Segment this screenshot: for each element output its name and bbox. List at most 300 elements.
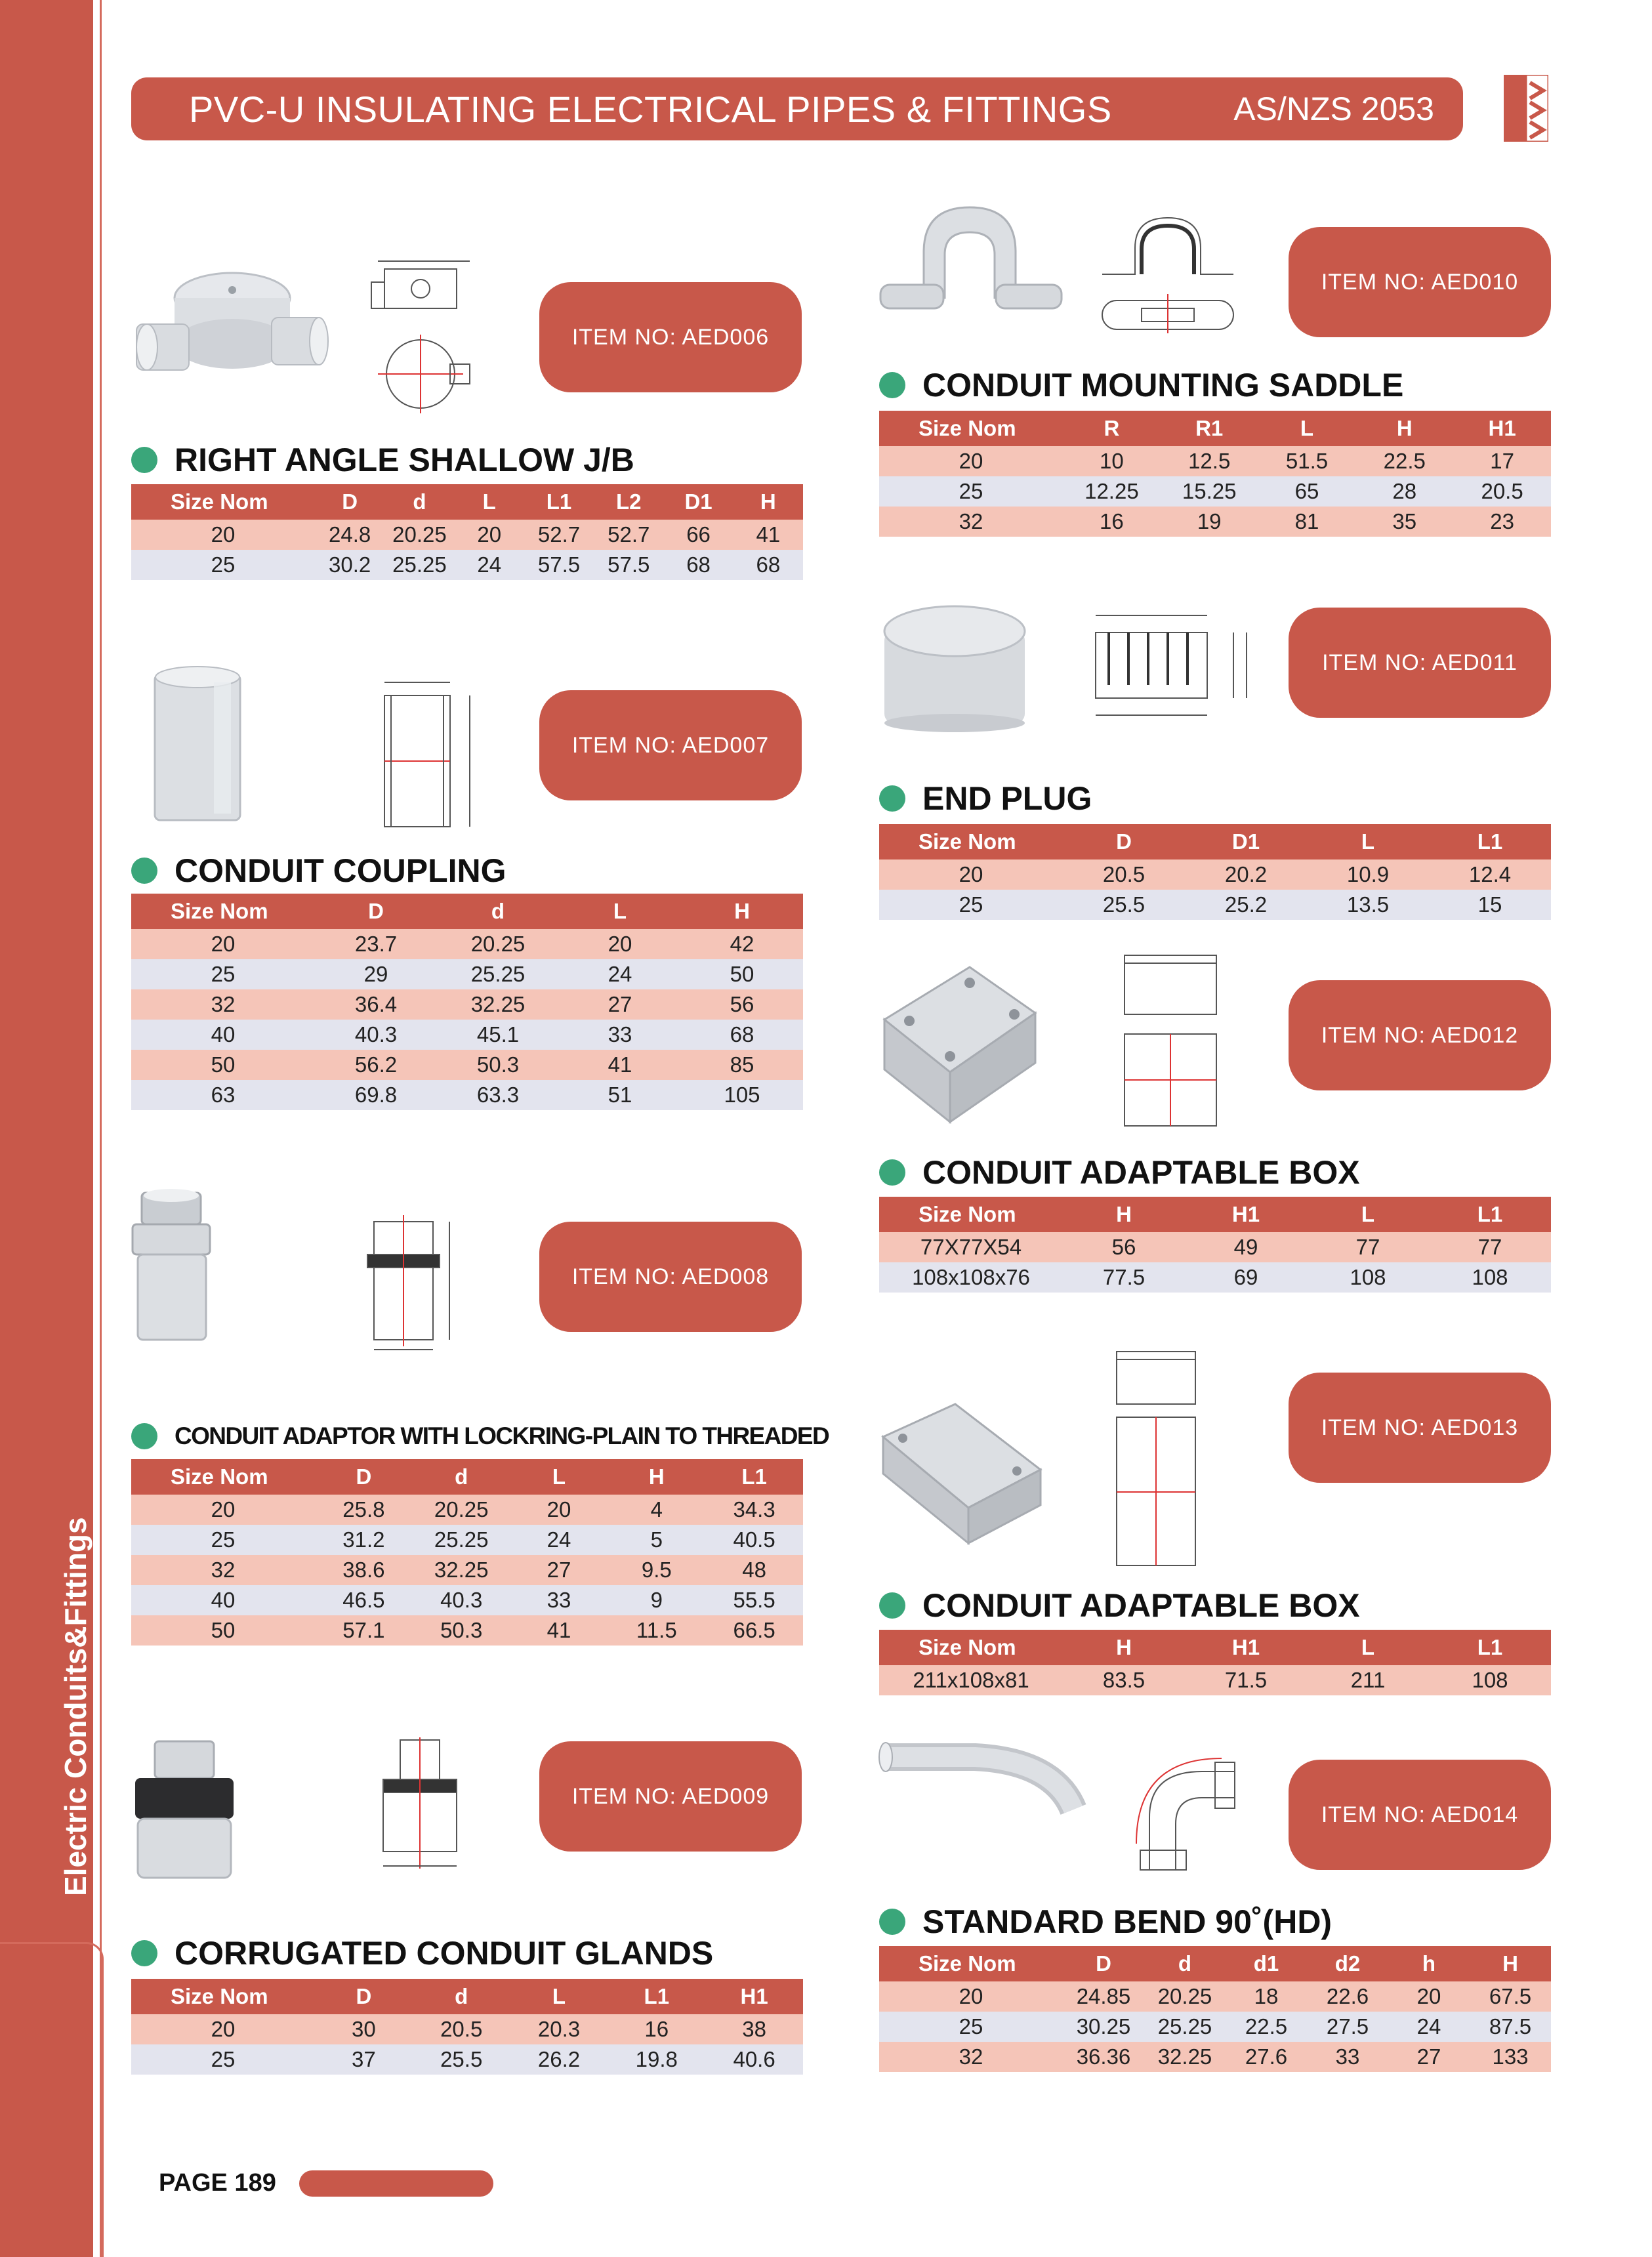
adaptable-box-photo — [878, 961, 1042, 1127]
table-cell: 41 — [510, 1615, 608, 1646]
table-cell: 69.8 — [315, 1080, 437, 1110]
table-cell: 108x108x76 — [879, 1262, 1063, 1293]
column-header: d — [437, 894, 559, 929]
column-header: L1 — [1429, 1630, 1551, 1665]
end-plug-photo — [879, 602, 1030, 734]
table-cell: 27.5 — [1307, 2012, 1388, 2042]
column-header: h — [1388, 1946, 1470, 1981]
table-cell: 15.25 — [1161, 476, 1258, 507]
junction-box-drawing — [365, 256, 483, 420]
table-cell: 20 — [131, 520, 315, 550]
table-cell: 56.2 — [315, 1050, 437, 1080]
table-cell: 28 — [1355, 476, 1453, 507]
column-header: D — [1063, 1946, 1144, 1981]
page-title: PVC-U INSULATING ELECTRICAL PIPES & FITTINGS — [189, 88, 1112, 130]
column-header: L1 — [1429, 1197, 1551, 1232]
table-cell: 108 — [1429, 1262, 1551, 1293]
standard-label: AS/NZS 2053 — [1233, 91, 1434, 127]
table-cell: 27 — [559, 989, 681, 1020]
table-cell: 12.5 — [1161, 446, 1258, 476]
table-cell: 57.1 — [315, 1615, 413, 1646]
table-cell: 20.25 — [1144, 1981, 1226, 2012]
table-cell: 25 — [131, 1525, 315, 1555]
product-heading-aed009 — [131, 1934, 713, 1972]
column-header: d — [413, 1979, 510, 2014]
column-header: Size Nom — [131, 1979, 315, 2014]
table-cell: 24 — [1388, 2012, 1470, 2042]
table-cell: 33 — [510, 1585, 608, 1615]
column-header: H — [733, 484, 803, 520]
column-header: D — [315, 1979, 413, 2014]
product-title-aed012: CONDUIT ADAPTABLE BOX — [922, 1154, 1360, 1191]
table-cell: 17 — [1453, 446, 1551, 476]
table-cell: 24 — [559, 959, 681, 989]
table-cell: 20 — [131, 2014, 315, 2044]
table-cell: 68 — [681, 1020, 803, 1050]
bullet-icon — [879, 372, 905, 398]
table-cell: 15 — [1429, 890, 1551, 920]
column-header: D — [1063, 824, 1185, 859]
product-title-aed007: CONDUIT COUPLING — [175, 852, 506, 889]
table-cell: 51 — [559, 1080, 681, 1110]
table-cell: 20 — [1388, 1981, 1470, 2012]
table-cell: 24 — [455, 550, 524, 580]
column-header: Size Nom — [879, 411, 1063, 446]
spec-table-aed012 — [879, 1197, 1551, 1293]
table-cell: 25 — [131, 959, 315, 989]
table-cell: 30.2 — [315, 550, 384, 580]
table-cell: 32.25 — [1144, 2042, 1226, 2072]
spec-table-aed009 — [131, 1979, 803, 2075]
table-row — [879, 1665, 1551, 1695]
product-title-aed009: CORRUGATED CONDUIT GLANDS — [175, 1935, 714, 1972]
table-cell: 10.9 — [1307, 859, 1429, 890]
table-row — [131, 2014, 803, 2044]
table-cell: 211 — [1307, 1665, 1429, 1695]
rectangular-box-drawing — [1110, 1348, 1208, 1571]
table-cell: 52.7 — [594, 520, 663, 550]
table-cell: 22.6 — [1307, 1981, 1388, 2012]
table-row — [879, 1262, 1551, 1293]
table-cell: 20 — [879, 1981, 1063, 2012]
side-corner-frame — [0, 1942, 104, 2257]
table-cell: 45.1 — [437, 1020, 559, 1050]
table-cell: 77 — [1307, 1232, 1429, 1262]
table-cell: 50.3 — [437, 1050, 559, 1080]
table-cell: 38.6 — [315, 1555, 413, 1585]
coupling-photo — [148, 663, 247, 832]
column-header: d2 — [1307, 1946, 1388, 1981]
item-no-aed011: ITEM NO: AED011 — [1289, 608, 1551, 718]
saddle-photo — [878, 199, 1068, 318]
table-cell: 10 — [1063, 446, 1161, 476]
table-row — [131, 1525, 803, 1555]
table-row — [879, 859, 1551, 890]
column-header: Size Nom — [131, 1459, 315, 1495]
table-cell: 41 — [559, 1050, 681, 1080]
product-title-aed006: RIGHT ANGLE SHALLOW J/B — [175, 442, 634, 478]
table-cell: 32 — [131, 989, 315, 1020]
table-row — [879, 890, 1551, 920]
table-row — [879, 2042, 1551, 2072]
column-header: d — [384, 484, 454, 520]
table-cell: 24 — [510, 1525, 608, 1555]
table-cell: 87.5 — [1470, 2012, 1551, 2042]
table-cell: 27.6 — [1226, 2042, 1307, 2072]
table-cell: 20 — [879, 446, 1063, 476]
table-cell: 25.5 — [413, 2044, 510, 2075]
product-heading-aed006 — [131, 441, 634, 479]
table-cell: 52.7 — [524, 520, 594, 550]
item-no-aed008: ITEM NO: AED008 — [539, 1222, 802, 1332]
table-cell: 22.5 — [1226, 2012, 1307, 2042]
table-header-row — [131, 1459, 803, 1495]
table-row — [131, 1615, 803, 1646]
table-cell: 30 — [315, 2014, 413, 2044]
table-cell: 40.3 — [413, 1585, 510, 1615]
table-cell: 40 — [131, 1020, 315, 1050]
column-header: L — [1307, 1197, 1429, 1232]
gland-drawing — [354, 1737, 485, 1875]
table-cell: 25.2 — [1185, 890, 1307, 920]
table-cell: 25 — [131, 2044, 315, 2075]
table-cell: 20.2 — [1185, 859, 1307, 890]
table-cell: 12.25 — [1063, 476, 1161, 507]
table-cell: 81 — [1258, 507, 1356, 537]
table-row — [879, 1232, 1551, 1262]
adaptor-drawing — [354, 1215, 485, 1353]
table-cell: 27 — [1388, 2042, 1470, 2072]
item-no-aed007: ITEM NO: AED007 — [539, 690, 802, 800]
table-cell: 35 — [1355, 507, 1453, 537]
column-header: H — [1063, 1197, 1185, 1232]
table-cell: 49 — [1185, 1232, 1307, 1262]
gland-photo — [129, 1737, 240, 1882]
column-header: L1 — [1429, 824, 1551, 859]
spec-table-aed013 — [879, 1630, 1551, 1695]
table-cell: 19.8 — [608, 2044, 705, 2075]
table-cell: 65 — [1258, 476, 1356, 507]
product-heading-aed008 — [131, 1422, 829, 1450]
end-plug-drawing — [1083, 606, 1253, 724]
table-cell: 63.3 — [437, 1080, 559, 1110]
column-header: L — [1307, 1630, 1429, 1665]
table-row — [879, 2012, 1551, 2042]
table-cell: 69 — [1185, 1262, 1307, 1293]
table-cell: 57.5 — [524, 550, 594, 580]
table-header-row — [131, 1979, 803, 2014]
table-cell: 83.5 — [1063, 1665, 1185, 1695]
certified-product-icon — [1504, 75, 1548, 142]
table-cell: 50 — [681, 959, 803, 989]
table-cell: 46.5 — [315, 1585, 413, 1615]
column-header: H — [1355, 411, 1453, 446]
column-header: L1 — [524, 484, 594, 520]
item-no-aed013: ITEM NO: AED013 — [1289, 1373, 1551, 1483]
table-cell: 108 — [1429, 1665, 1551, 1695]
table-cell: 20 — [131, 929, 315, 959]
table-cell: 32 — [131, 1555, 315, 1585]
product-title-aed008: CONDUIT ADAPTOR WITH LOCKRING-PLAIN TO THREADED — [175, 1422, 829, 1449]
table-cell: 50 — [131, 1050, 315, 1080]
table-cell: 20.25 — [413, 1495, 510, 1525]
table-cell: 71.5 — [1185, 1665, 1307, 1695]
table-cell: 36.36 — [1063, 2042, 1144, 2072]
column-header: Size Nom — [131, 484, 315, 520]
column-header: L — [510, 1459, 608, 1495]
table-cell: 77 — [1429, 1232, 1551, 1262]
table-header-row — [879, 1946, 1551, 1981]
table-cell: 33 — [559, 1020, 681, 1050]
table-cell: 108 — [1307, 1262, 1429, 1293]
table-cell: 42 — [681, 929, 803, 959]
table-row — [131, 520, 803, 550]
side-label-text: Electric Conduits&Fittings — [58, 1517, 93, 1896]
table-row — [131, 1585, 803, 1615]
column-header: D — [315, 1459, 413, 1495]
column-header: d1 — [1226, 1946, 1307, 1981]
table-header-row — [879, 1197, 1551, 1232]
bullet-icon — [879, 1592, 905, 1619]
table-cell: 51.5 — [1258, 446, 1356, 476]
column-header: L2 — [594, 484, 663, 520]
column-header: D — [315, 894, 437, 929]
table-cell: 25 — [879, 476, 1063, 507]
product-title-aed010: CONDUIT MOUNTING SADDLE — [922, 367, 1404, 404]
table-cell: 4 — [608, 1495, 705, 1525]
table-cell: 26.2 — [510, 2044, 608, 2075]
table-cell: 50 — [131, 1615, 315, 1646]
table-row — [879, 1981, 1551, 2012]
column-header: H1 — [1185, 1630, 1307, 1665]
table-cell: 68 — [733, 550, 803, 580]
bend-photo — [877, 1737, 1086, 1829]
table-cell: 67.5 — [1470, 1981, 1551, 2012]
column-header: L — [455, 484, 524, 520]
table-cell: 22.5 — [1355, 446, 1453, 476]
column-header: Size Nom — [879, 1630, 1063, 1665]
table-header-row — [879, 1630, 1551, 1665]
item-no-aed009: ITEM NO: AED009 — [539, 1741, 802, 1852]
table-cell: 20.5 — [1453, 476, 1551, 507]
table-cell: 32 — [879, 2042, 1063, 2072]
table-cell: 41 — [733, 520, 803, 550]
column-header: L1 — [705, 1459, 803, 1495]
table-row — [131, 1555, 803, 1585]
table-cell: 30.25 — [1063, 2012, 1144, 2042]
table-header-row — [131, 894, 803, 929]
table-cell: 20 — [131, 1495, 315, 1525]
table-cell: 77.5 — [1063, 1262, 1185, 1293]
junction-box-photo — [134, 252, 331, 383]
bullet-icon — [131, 447, 157, 473]
table-cell: 20 — [879, 859, 1063, 890]
table-cell: 12.4 — [1429, 859, 1551, 890]
table-cell: 40 — [131, 1585, 315, 1615]
coupling-drawing — [365, 669, 483, 833]
table-cell: 57.5 — [594, 550, 663, 580]
table-header-row — [879, 411, 1551, 446]
table-cell: 63 — [131, 1080, 315, 1110]
column-header: L1 — [608, 1979, 705, 2014]
table-cell: 68 — [663, 550, 733, 580]
product-title-aed014: STANDARD BEND 90˚(HD) — [922, 1903, 1332, 1940]
table-cell: 29 — [315, 959, 437, 989]
spec-table-aed010 — [879, 411, 1551, 537]
table-row — [131, 550, 803, 580]
table-cell: 37 — [315, 2044, 413, 2075]
product-heading-aed011 — [879, 779, 1092, 818]
table-header-row — [879, 824, 1551, 859]
table-header-row — [131, 484, 803, 520]
table-cell: 20.3 — [510, 2014, 608, 2044]
table-cell: 9 — [608, 1585, 705, 1615]
page-number: PAGE 189 — [159, 2169, 276, 2197]
column-header: d — [1144, 1946, 1226, 1981]
table-cell: 32.25 — [437, 989, 559, 1020]
table-cell: 20 — [510, 1495, 608, 1525]
column-header: R — [1063, 411, 1161, 446]
product-title-aed013: CONDUIT ADAPTABLE BOX — [922, 1587, 1360, 1624]
item-no-aed014: ITEM NO: AED014 — [1289, 1760, 1551, 1870]
table-cell: 31.2 — [315, 1525, 413, 1555]
table-row — [879, 476, 1551, 507]
table-cell: 50.3 — [413, 1615, 510, 1646]
column-header: H — [1063, 1630, 1185, 1665]
item-no-aed012: ITEM NO: AED012 — [1289, 980, 1551, 1090]
table-cell: 20.5 — [1063, 859, 1185, 890]
table-cell: 56 — [681, 989, 803, 1020]
bullet-icon — [879, 785, 905, 812]
spec-table-aed008 — [131, 1459, 803, 1646]
table-cell: 25.8 — [315, 1495, 413, 1525]
table-cell: 211x108x81 — [879, 1665, 1063, 1695]
table-cell: 27 — [510, 1555, 608, 1585]
table-row — [131, 929, 803, 959]
product-heading-aed013 — [879, 1586, 1360, 1625]
spec-table-aed006 — [131, 484, 803, 580]
bullet-icon — [131, 1940, 157, 1966]
page-decoration-bar — [299, 2170, 493, 2197]
table-cell: 38 — [705, 2014, 803, 2044]
column-header: Size Nom — [879, 1197, 1063, 1232]
table-cell: 36.4 — [315, 989, 437, 1020]
adaptor-photo — [129, 1188, 214, 1345]
table-cell: 25 — [131, 550, 315, 580]
column-header: L — [559, 894, 681, 929]
bend-drawing — [1123, 1745, 1241, 1876]
column-header: H — [1470, 1946, 1551, 1981]
table-cell: 25 — [879, 2012, 1063, 2042]
item-no-aed010: ITEM NO: AED010 — [1289, 227, 1551, 337]
table-cell: 20.5 — [413, 2014, 510, 2044]
table-cell: 133 — [1470, 2042, 1551, 2072]
product-heading-aed014 — [879, 1903, 1332, 1941]
table-cell: 20.25 — [437, 929, 559, 959]
table-cell: 105 — [681, 1080, 803, 1110]
column-header: H1 — [1185, 1197, 1307, 1232]
table-cell: 20 — [559, 929, 681, 959]
table-row — [131, 1495, 803, 1525]
column-header: d — [413, 1459, 510, 1495]
table-cell: 16 — [608, 2014, 705, 2044]
column-header: H — [608, 1459, 705, 1495]
table-row — [131, 989, 803, 1020]
column-header: Size Nom — [879, 824, 1063, 859]
bullet-icon — [879, 1909, 905, 1935]
column-header: H1 — [1453, 411, 1551, 446]
column-header: H1 — [705, 1979, 803, 2014]
table-cell: 24.85 — [1063, 1981, 1144, 2012]
product-title-aed011: END PLUG — [922, 780, 1092, 817]
spec-table-aed007 — [131, 894, 803, 1110]
table-cell: 13.5 — [1307, 890, 1429, 920]
table-cell: 19 — [1161, 507, 1258, 537]
table-cell: 25.25 — [413, 1525, 510, 1555]
column-header: H — [681, 894, 803, 929]
table-row — [131, 959, 803, 989]
table-cell: 24.8 — [315, 520, 384, 550]
side-strip — [0, 0, 93, 2257]
bullet-icon — [131, 1423, 157, 1449]
table-cell: 9.5 — [608, 1555, 705, 1585]
table-cell: 25.25 — [437, 959, 559, 989]
saddle-drawing — [1096, 202, 1240, 333]
table-cell: 32 — [879, 507, 1063, 537]
table-cell: 11.5 — [608, 1615, 705, 1646]
table-cell: 40.5 — [705, 1525, 803, 1555]
column-header: Size Nom — [879, 1946, 1063, 1981]
header-bar — [131, 77, 1463, 140]
table-cell: 77X77X54 — [879, 1232, 1063, 1262]
column-header: L — [510, 1979, 608, 2014]
column-header: D1 — [1185, 824, 1307, 859]
bullet-icon — [131, 858, 157, 884]
side-strip-line — [100, 0, 102, 2257]
table-cell: 23.7 — [315, 929, 437, 959]
bullet-icon — [879, 1159, 905, 1186]
table-cell: 34.3 — [705, 1495, 803, 1525]
table-row — [131, 2044, 803, 2075]
table-cell: 25.25 — [384, 550, 454, 580]
table-row — [131, 1050, 803, 1080]
table-row — [879, 507, 1551, 537]
table-cell: 85 — [681, 1050, 803, 1080]
table-row — [131, 1080, 803, 1110]
table-cell: 48 — [705, 1555, 803, 1585]
table-cell: 20 — [455, 520, 524, 550]
table-cell: 40.3 — [315, 1020, 437, 1050]
table-cell: 23 — [1453, 507, 1551, 537]
table-row — [131, 1020, 803, 1050]
column-header: D1 — [663, 484, 733, 520]
column-header: Size Nom — [131, 894, 315, 929]
table-cell: 33 — [1307, 2042, 1388, 2072]
table-cell: 5 — [608, 1525, 705, 1555]
column-header: L — [1258, 411, 1356, 446]
table-cell: 16 — [1063, 507, 1161, 537]
product-heading-aed007 — [131, 852, 506, 890]
table-cell: 18 — [1226, 1981, 1307, 2012]
rectangular-box-photo — [877, 1398, 1047, 1548]
product-heading-aed012 — [879, 1153, 1360, 1191]
table-cell: 66 — [663, 520, 733, 550]
table-cell: 25.5 — [1063, 890, 1185, 920]
table-row — [879, 446, 1551, 476]
item-no-aed006: ITEM NO: AED006 — [539, 282, 802, 392]
column-header: L — [1307, 824, 1429, 859]
adaptable-box-drawing — [1111, 949, 1229, 1139]
